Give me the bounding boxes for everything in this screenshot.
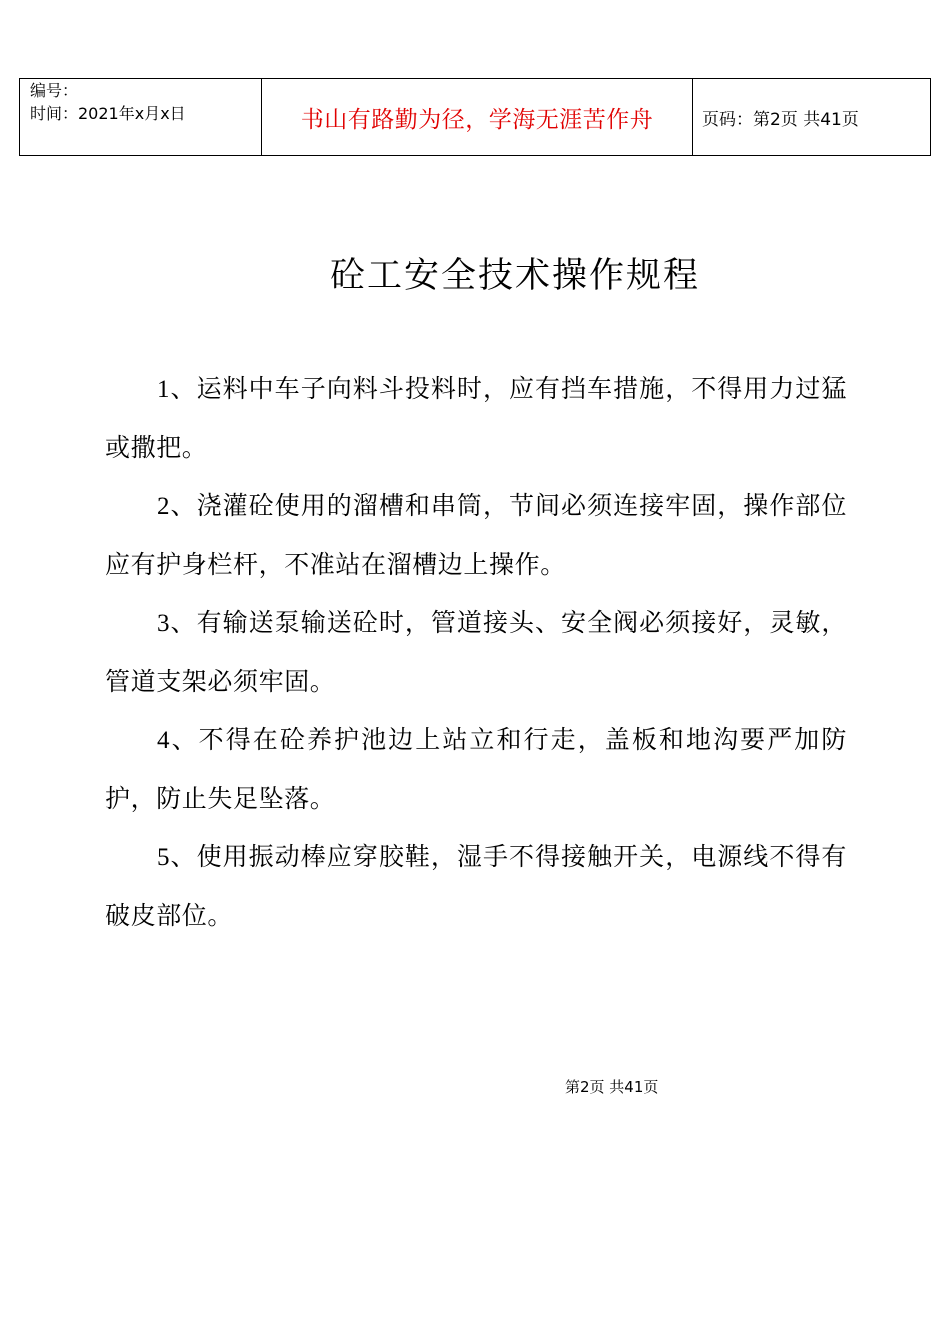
footer-page-info: 第2页 共41页 — [565, 1078, 659, 1096]
item-number: 2 — [157, 493, 171, 520]
item-number: 5 — [157, 844, 171, 871]
document-number-label: 编号： — [30, 81, 79, 100]
item-number: 4 — [157, 727, 171, 754]
document-body — [105, 360, 847, 945]
header-meta-cell — [20, 79, 262, 156]
header-page-info: 页码：第2页 共41页 — [693, 79, 931, 156]
item-text: 、使用振动棒应穿胶鞋，湿手不得接触开关，电源线不得有破皮部位。 — [105, 842, 847, 930]
list-item — [105, 828, 847, 945]
item-number: 3 — [157, 610, 171, 637]
header-motto: 书山有路勤为径，学海无涯苦作舟 — [262, 79, 693, 156]
item-text: 、运料中车子向料斗投料时，应有挡车措施，不得用力过猛或撒把。 — [105, 374, 847, 462]
document-time-label: 时间：2021年x月x日 — [30, 104, 186, 123]
list-item — [105, 360, 847, 477]
header-table — [19, 78, 931, 156]
list-item — [105, 594, 847, 711]
document-title: 砼工安全技术操作规程 — [329, 256, 700, 296]
item-number: 1 — [157, 376, 171, 403]
item-text: 、浇灌砼使用的溜槽和串筒，节间必须连接牢固，操作部位应有护身栏杆，不准站在溜槽边上操作。 — [105, 491, 847, 579]
item-text: 、不得在砼养护池边上站立和行走，盖板和地沟要严加防护，防止失足坠落。 — [105, 725, 847, 813]
list-item — [105, 477, 847, 594]
item-text: 、有输送泵输送砼时，管道接头、安全阀必须接好，灵敏，管道支架必须牢固。 — [105, 608, 847, 696]
list-item — [105, 711, 847, 828]
